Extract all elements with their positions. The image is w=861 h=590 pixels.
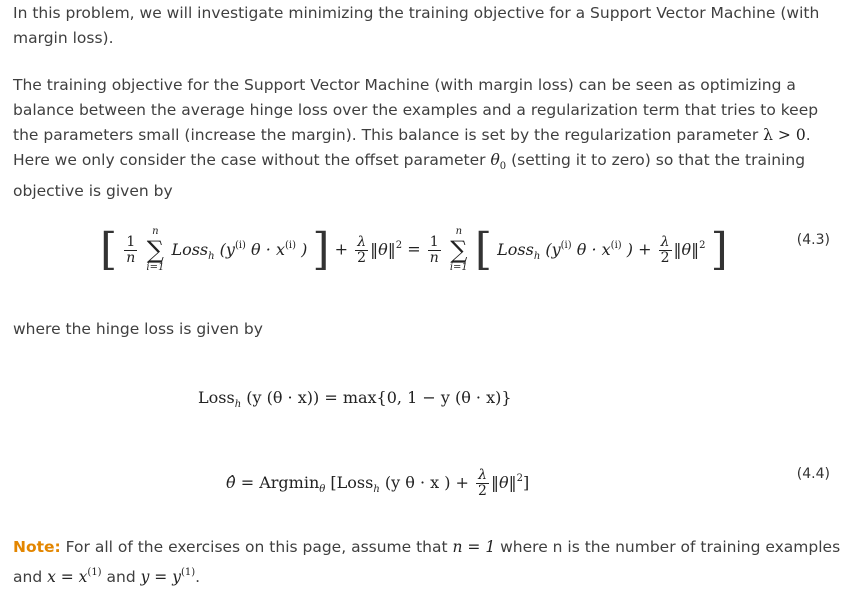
intro-paragraph: In this problem, we will investigate minimizing the training objective for a Support Vector Machine (with margin loss). xyxy=(13,4,820,47)
fraction-1-over-n-rhs: $\frac{1}{n}$ xyxy=(429,233,439,266)
fraction-lambda-over-2-eq44: $\frac{\lambda}{2}$ xyxy=(478,467,487,499)
objective-text-1: The training objective for the Support Vector Machine (with margin loss) can be seen as optimizing a balance between the average hinge loss over the examples and a regularization term that tries to keep the parameters small (increase the margin). This balance is set by the regularization parameter xyxy=(13,76,819,144)
plus-sign-rhs: + xyxy=(638,239,652,259)
theta-norm-rhs: ‖θ‖$^2$ xyxy=(673,239,706,259)
plus-sign: + xyxy=(334,239,349,259)
equals-sign: = xyxy=(407,239,421,259)
fraction-1-over-n: $\frac{1}{n}$ xyxy=(126,233,136,266)
summation: n ∑ i=1 xyxy=(146,226,165,273)
y-definition: $y = y^{(1)}$ xyxy=(140,567,196,586)
x-definition: $x = x^{(1)}$ xyxy=(47,567,102,586)
theta-hat: θ̂ xyxy=(226,473,236,492)
theta0-symbol: $\theta_0$ xyxy=(490,151,507,172)
note-label: Note: xyxy=(13,538,61,556)
right-bracket-rhs: ] xyxy=(710,224,728,275)
equation-number-4-4: (4.4) xyxy=(796,466,830,482)
equation-4-4: θ̂ = Argmin$_\theta$ [Loss$_h$ (y θ · x ) + $\frac{\lambda}{2}$ ‖θ‖$^2$] xyxy=(226,467,530,499)
note-paragraph: Note: For all of the exercises on this page, assume that n = 1 where n is the number of training examples and $x = x^{(1)}$ and $y = y^{(1)}$. xyxy=(13,538,841,586)
left-bracket-rhs: [ xyxy=(474,224,493,275)
equation-4-3 xyxy=(100,226,728,274)
hinge-intro: where the hinge loss is given by xyxy=(13,320,263,338)
hinge-loss-equation: Loss$_h$ (y (θ · x)) = max{0, 1 − y (θ · x)} xyxy=(198,388,512,410)
equation-number-4-3: (4.3) xyxy=(796,232,830,248)
fraction-lambda-over-2: $\frac{\lambda}{2}$ xyxy=(357,233,367,266)
fraction-lambda-over-2-rhs: $\frac{\lambda}{2}$ xyxy=(660,233,670,266)
objective-text-2: . Here we only consider the case without the offset parameter xyxy=(13,126,811,169)
argmin: Argmin$_\theta$ xyxy=(259,473,326,495)
objective-text-3: (setting it to zero) so that the training objective is given by xyxy=(13,151,806,200)
right-bracket: ] xyxy=(312,224,330,275)
objective-paragraph xyxy=(13,73,845,204)
summation-rhs: n ∑ i=1 xyxy=(449,226,468,273)
n-equals-1: n = 1 xyxy=(452,538,496,556)
theta-norm: ‖θ‖$^2$ xyxy=(370,239,403,259)
hinge-loss-term: Loss$_h$ ($y^{(i)}$ $\theta \cdot x^{(i)}$ ) xyxy=(171,239,308,262)
lambda-condition: λ > 0 xyxy=(763,126,806,144)
hinge-loss-term-rhs: Loss$_h$ ($y^{(i)}$ $\theta \cdot x^{(i)}$ ) xyxy=(497,239,634,262)
left-bracket: [ xyxy=(100,224,118,275)
